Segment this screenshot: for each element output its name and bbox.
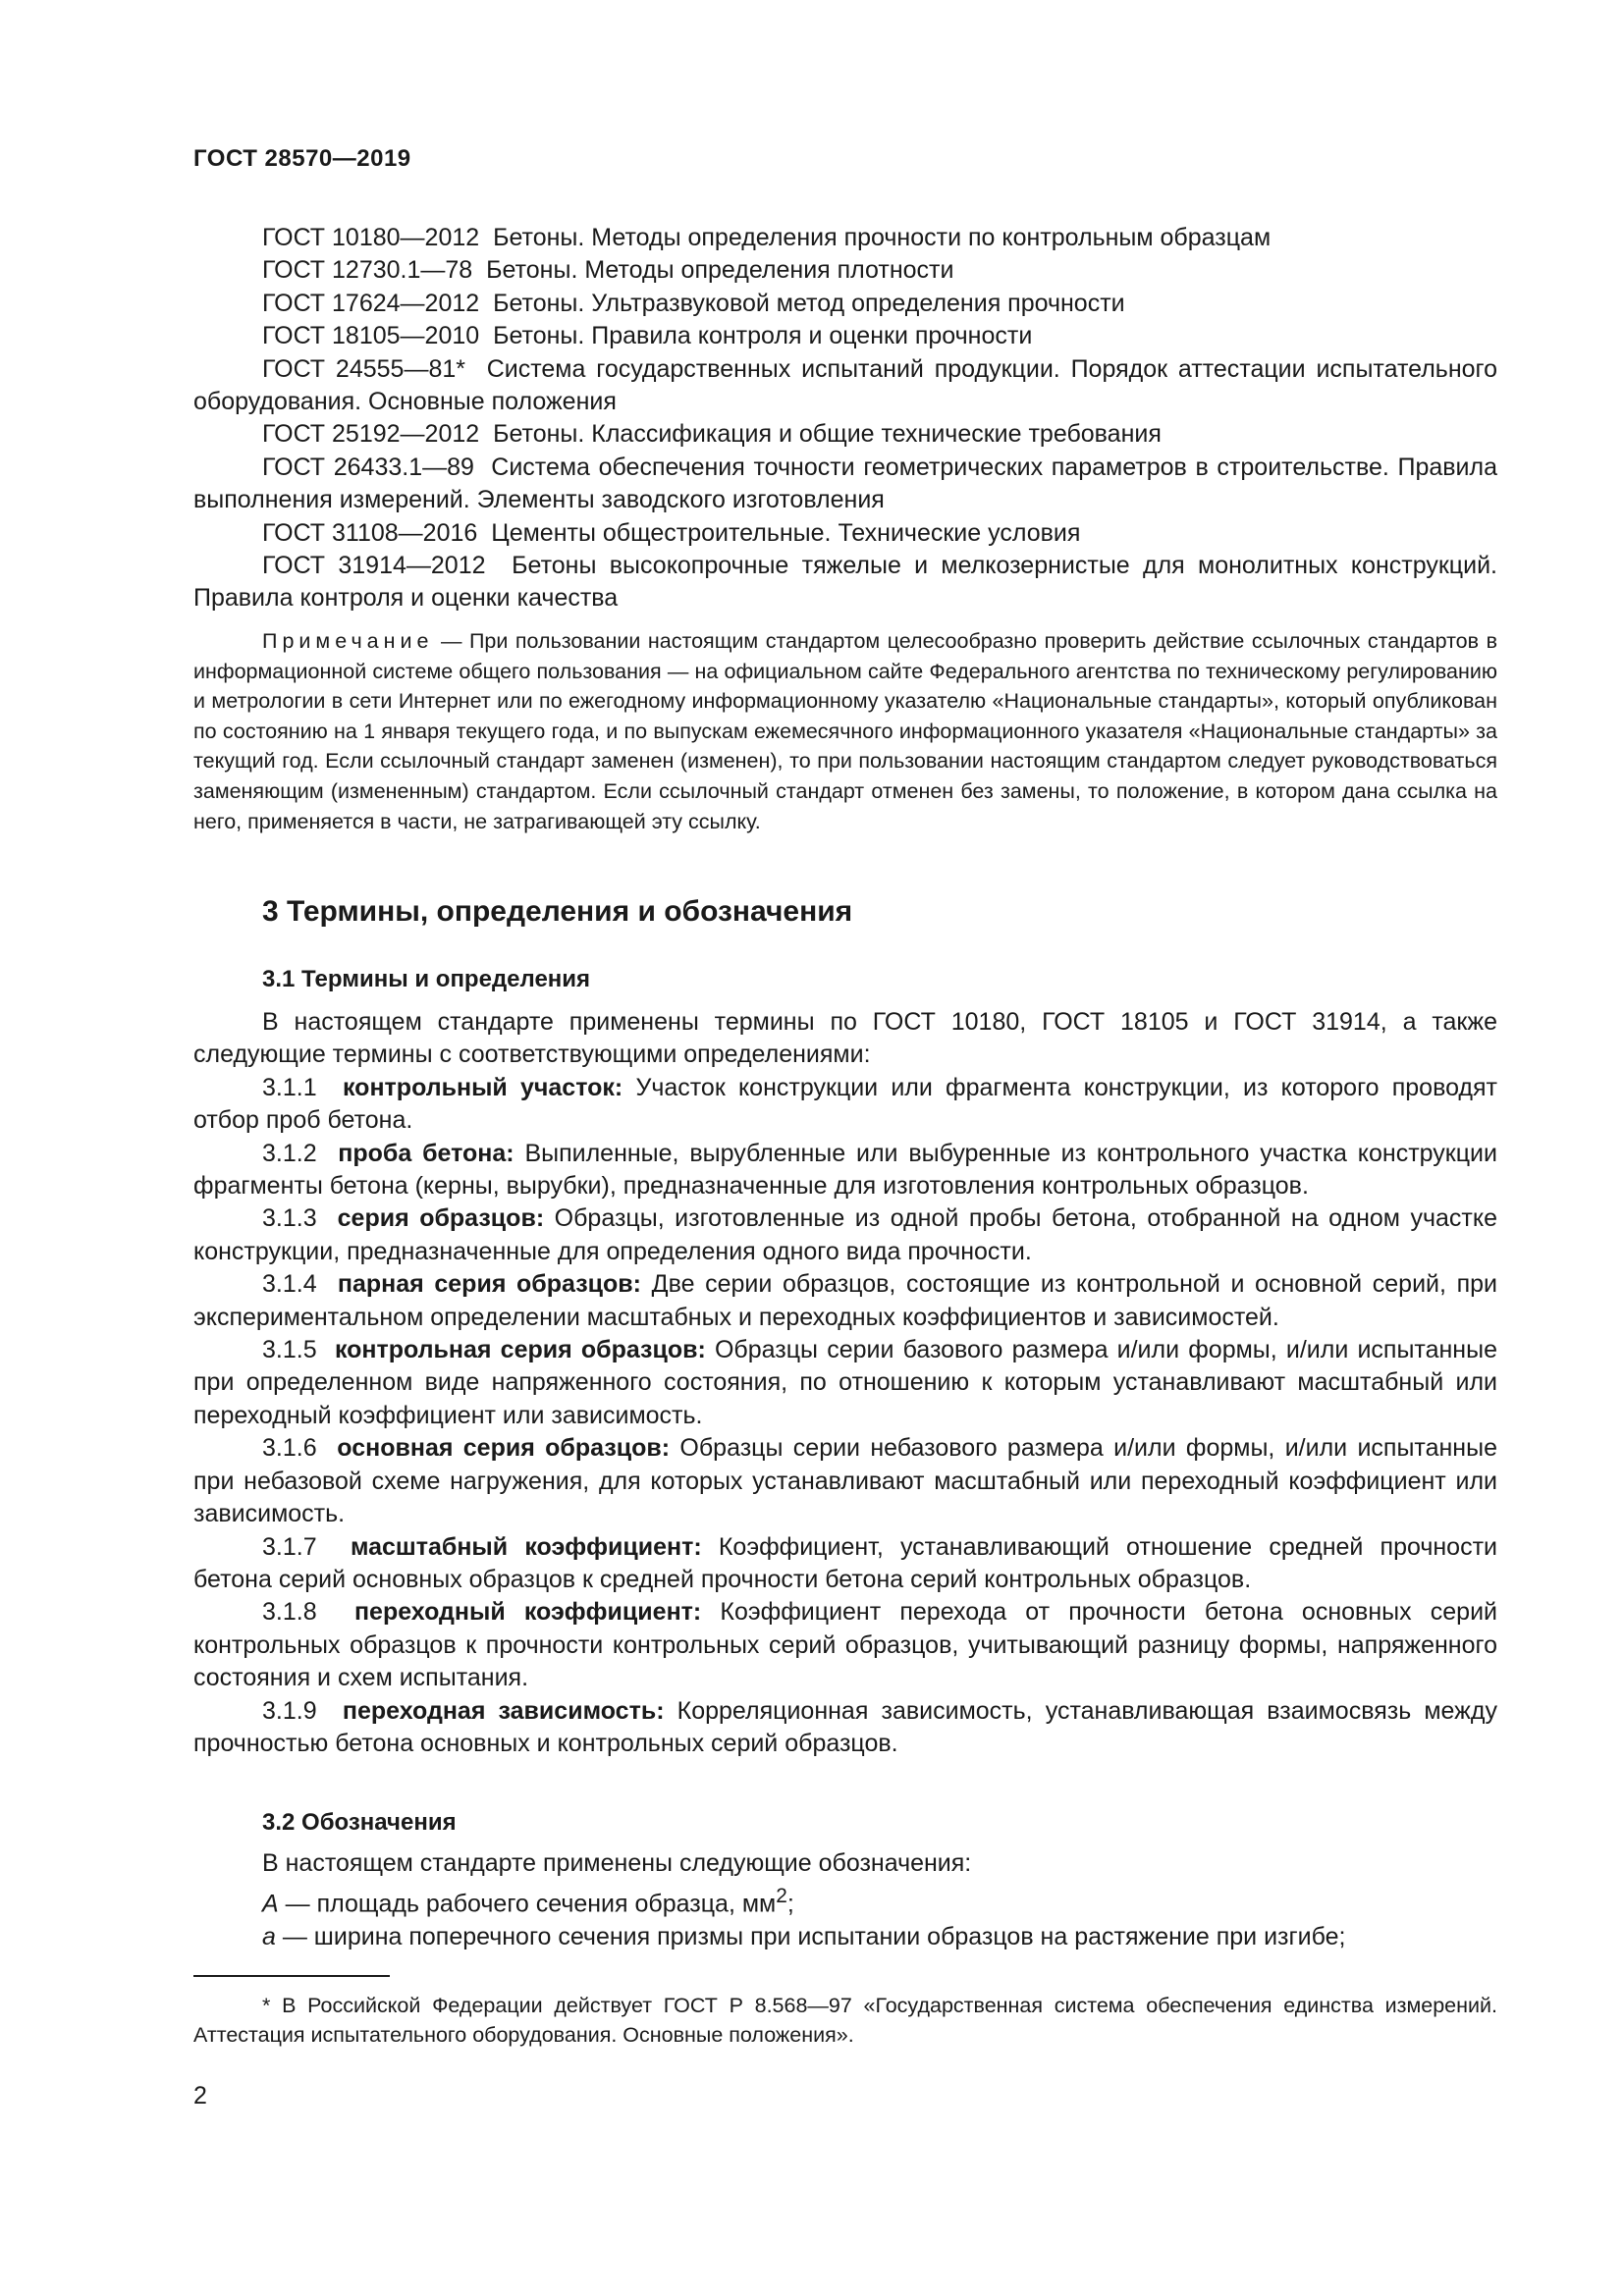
note-paragraph xyxy=(193,626,1497,836)
subsection-title-symbols: 3.2 Обозначения xyxy=(262,1809,457,1836)
document-page xyxy=(193,0,1497,2296)
term-label: масштабный коэффициент: xyxy=(350,1532,702,1561)
reference-item: ГОСТ 31108—2016 Цементы общестроительные. Технические условия xyxy=(262,518,1081,547)
term-label: основная серия образцов: xyxy=(337,1434,671,1463)
symbol-letter: A xyxy=(262,1890,279,1918)
term-label: переходный коэффициент: xyxy=(353,1598,702,1627)
footnote-text: * В Российской Федерации действует ГОСТ Р 8.568—97 «Государственная система обеспечения единства измерений. Аттестация испытательного оборудования. Основные положения». xyxy=(193,1994,1497,2047)
term-entry: 3.1.5 контрольная серия образцов: Образцы серии базового размера и/или формы, и/или испытанные при определенном виде напряженного состояния, по отношению к которым устанавливают масштабный или переходный коэффициент или зависимость. xyxy=(193,1336,1497,1429)
normative-references xyxy=(193,222,1497,615)
term-entry: 3.1.2 проба бетона: Выпиленные, вырубленные или выбуренные из контрольного участка конструкции фрагменты бетона (керны, вырубки), предназначенные для изготовления контрольных образцов. xyxy=(193,1139,1497,1201)
reference-item: ГОСТ 18105—2010 Бетоны. Правила контроля и оценки прочности xyxy=(262,322,1033,350)
reference-item: ГОСТ 24555—81* Система государственных испытаний продукции. Порядок аттестации испытательного оборудования. Основные положения xyxy=(193,354,1497,416)
term-entry: 3.1.8 переходный коэффициент: Коэффициент перехода от прочности бетона основных серий контрольных образцов к прочности контрольных серий образцов, учитывающий разницу формы, напряженного состояния и схем испытания. xyxy=(193,1598,1497,1692)
note-label: Примечание xyxy=(262,629,434,653)
symbols-intro: В настоящем стандарте применены следующие обозначения: xyxy=(262,1849,972,1877)
term-entry: 3.1.1 контрольный участок: Участок конструкции или фрагмента конструкции, из которого проводят отбор проб бетона. xyxy=(193,1073,1498,1135)
reference-item: ГОСТ 25192—2012 Бетоны. Классификация и общие технические требования xyxy=(262,420,1162,449)
footnote xyxy=(193,1991,1497,2050)
symbol-entry: a — ширина поперечного сечения призмы при испытании образцов на растяжение при изгибе; xyxy=(262,1923,1346,1951)
symbol-entry: A — площадь рабочего сечения образца, $мм^2$; xyxy=(262,1885,794,1918)
terms-list xyxy=(193,1006,1497,1760)
terms-intro: В настоящем стандарте применены термины по ГОСТ 10180, ГОСТ 18105 и ГОСТ 31914, а также следующие термины с соответствующими определениями: xyxy=(193,1008,1497,1069)
term-label: контрольный участок: xyxy=(343,1073,623,1101)
term-label: серия образцов: xyxy=(337,1204,545,1233)
page-number: 2 xyxy=(193,2082,207,2109)
symbols-list xyxy=(193,1847,1497,1954)
symbol-letter: a xyxy=(262,1923,276,1951)
term-entry: 3.1.3 серия образцов: Образцы, изготовленные из одной пробы бетона, отобранной на одном участке конструкции, предназначенные для определения одного вида прочности. xyxy=(193,1204,1497,1265)
term-entry: 3.1.4 парная серия образцов: Две серии образцов, состоящие из контрольной и основной серий, при экспериментальном определении масштабных и переходных коэффициентов и зависимостей. xyxy=(193,1270,1497,1331)
term-label: проба бетона: xyxy=(338,1139,514,1167)
term-label: переходная зависимость: xyxy=(342,1696,665,1725)
term-entry: 3.1.6 основная серия образцов: Образцы серии небазового размера и/или формы, и/или испытанные при небазовой схеме нагружения, для которых устанавливают масштабный или переходный коэффициент или зависимость. xyxy=(193,1434,1497,1528)
term-label: парная серия образцов: xyxy=(337,1270,641,1299)
reference-item: ГОСТ 12730.1—78 Бетоны. Методы определения плотности xyxy=(262,256,954,285)
subsection-title-terms: 3.1 Термины и определения xyxy=(262,966,591,992)
footnote-divider xyxy=(193,1975,390,1977)
reference-item: ГОСТ 31914—2012 Бетоны высокопрочные тяжелые и мелкозернистые для монолитных конструкций. Правила контроля и оценки качества xyxy=(193,552,1497,613)
section-title: 3 Термины, определения и обозначения xyxy=(262,895,853,928)
term-entry: 3.1.9 переходная зависимость: Корреляционная зависимость, устанавливающая взаимосвязь между прочностью бетона основных и контрольных серий образцов. xyxy=(193,1696,1497,1757)
reference-item: ГОСТ 10180—2012 Бетоны. Методы определения прочности по контрольным образцам xyxy=(262,224,1272,251)
note-text: — При пользовании настоящим стандартом целесообразно проверить действие ссылочных стандартов в информационной системе общего пользования — на официальном сайте Федерального агентства по техническому регулированию и метрологии в сети Интернет или по ежегодному информационному указателю «Национальные стандарты», который опубликован по состоянию на 1 января текущего года, и по выпускам ежемесячного информационного указателя «Национальные стандарты» за текущий год. Если ссылочный стандарт заменен (изменен), то при пользовании настоящим стандартом следует руководствоваться заменяющим (измененным) стандартом. Если ссылочный стандарт отменен без замены, то положение, в котором дана ссылка на него, применяется в части, не затрагивающей эту ссылку. xyxy=(193,629,1497,833)
document-header: ГОСТ 28570—2019 xyxy=(193,145,411,172)
term-entry: 3.1.7 масштабный коэффициент: Коэффициент, устанавливающий отношение средней прочности бетона серий основных образцов к средней прочности бетона серий контрольных образцов. xyxy=(193,1532,1497,1593)
term-label: контрольная серия образцов: xyxy=(334,1336,706,1364)
reference-item: ГОСТ 17624—2012 Бетоны. Ультразвуковой метод определения прочности xyxy=(262,289,1125,317)
note-block xyxy=(193,626,1497,836)
reference-item: ГОСТ 26433.1—89 Система обеспечения точности геометрических параметров в строительстве. Правила выполнения измерений. Элементы заводского изготовления xyxy=(193,453,1497,514)
